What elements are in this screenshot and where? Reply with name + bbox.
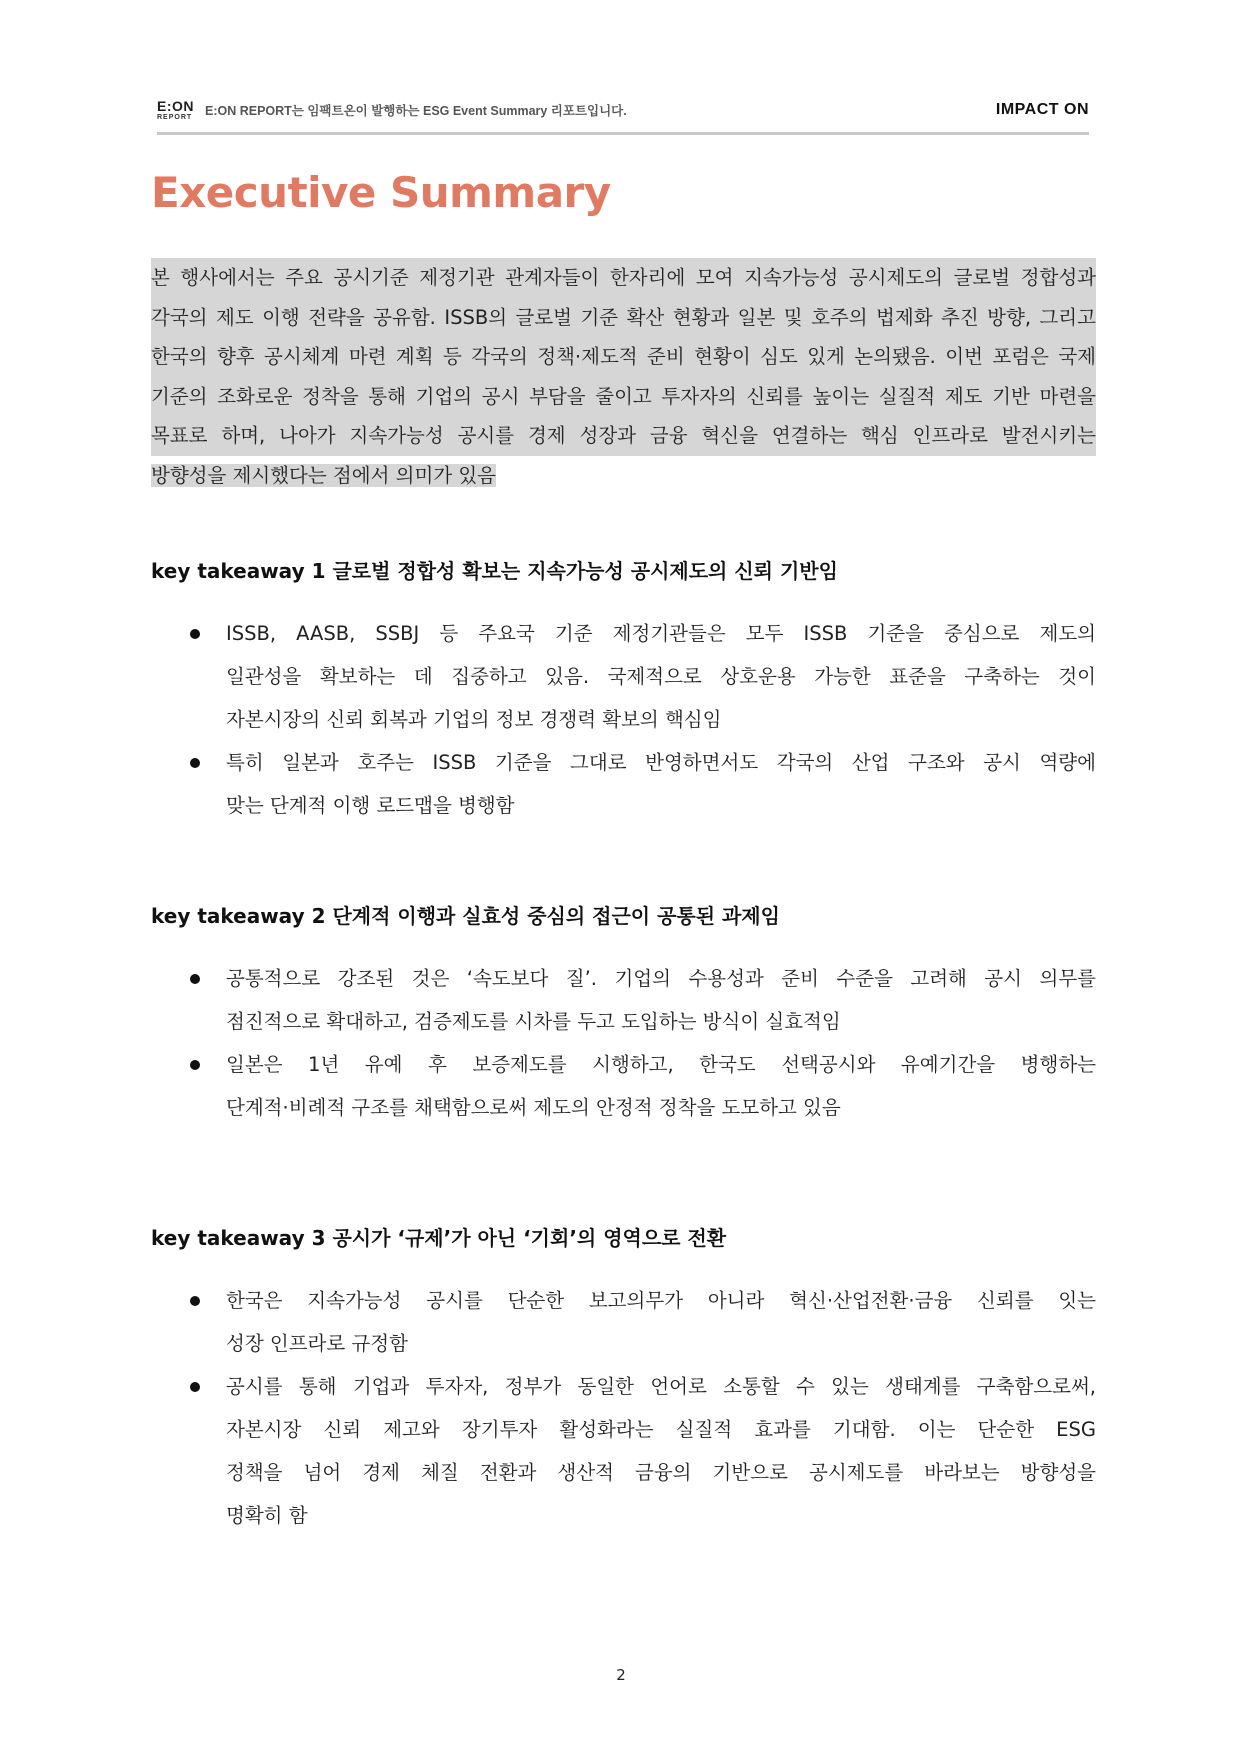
- bullet-line: 맞는 단계적 이행 로드맵을 병행함: [226, 794, 515, 817]
- bullet-line: 단계적·비례적 구조를 채택함으로써 제도의 안정적 정착을 도모하고 있음: [226, 1096, 841, 1119]
- takeaway-1-heading: key takeaway 1 글로벌 정합성 확보는 지속가능성 공시제도의 신뢰 기반임: [151, 559, 838, 583]
- bullet-line: 자본시장 신뢰 제고와 장기투자 활성화라는 실질적 효과를 기대함. 이는 단순한 ESG: [226, 1418, 1096, 1441]
- list-item: [190, 1279, 1096, 1365]
- executive-summary-paragraph: [151, 258, 1096, 495]
- bullet-line: 일관성을 확보하는 데 집중하고 있음. 국제적으로 상호운용 가능한 표준을 구축하는 것이: [226, 665, 1096, 688]
- bullet-line: 공통적으로 강조된 것은 ‘속도보다 질’. 기업의 수용성과 준비 수준을 고려해 공시 의무를: [226, 967, 1096, 990]
- impact-on-logo: IMPACT ON: [995, 101, 1089, 118]
- bullet-line: 정책을 넘어 경제 체질 전환과 생산적 금융의 기반으로 공시제도를 바라보는 방향성을: [226, 1461, 1096, 1484]
- bullet-line: 명확히 함: [226, 1504, 308, 1527]
- bullet-icon: [190, 758, 200, 768]
- bullet-line: 성장 인프라로 규정함: [226, 1332, 408, 1355]
- eon-logo-text: E:ON: [157, 98, 194, 114]
- bullet-icon: [190, 1060, 200, 1070]
- bullet-line: 한국은 지속가능성 공시를 단순한 보고의무가 아니라 혁신·산업전환·금융 신뢰를 잇는: [226, 1289, 1096, 1312]
- page-header: [157, 88, 1089, 130]
- eon-report-logo: [157, 98, 195, 126]
- bullet-line: 자본시장의 신뢰 회복과 기업의 정보 경쟁력 확보의 핵심임: [226, 708, 722, 731]
- bullet-icon: [190, 1382, 200, 1392]
- list-item: [190, 612, 1096, 741]
- takeaway-2-heading: key takeaway 2 단계적 이행과 실효성 중심의 접근이 공통된 과제임: [151, 904, 780, 928]
- summary-line-text: 방향성을 제시했다는 점에서 의미가 있음: [151, 463, 497, 487]
- takeaway-1-list: [190, 612, 1096, 827]
- summary-line-last: [151, 456, 1096, 496]
- page-number: 2: [616, 1666, 626, 1684]
- summary-line: 각국의 제도 이행 전략을 공유함. ISSB의 글로벌 기준 확산 현황과 일본 및 호주의 법제화 추진 방향, 그리고: [151, 298, 1096, 338]
- header-divider: [157, 132, 1089, 135]
- page-title: Executive Summary: [151, 168, 611, 217]
- bullet-line: 일본은 1년 유예 후 보증제도를 시행하고, 한국도 선택공시와 유예기간을 병행하는: [226, 1053, 1096, 1076]
- summary-line: 기준의 조화로운 정착을 통해 기업의 공시 부담을 줄이고 투자자의 신뢰를 높이는 실질적 제도 기반 마련을: [151, 377, 1096, 417]
- takeaway-2-list: [190, 957, 1096, 1129]
- takeaway-3-list: [190, 1279, 1096, 1537]
- summary-line: 목표로 하며, 나아가 지속가능성 공시를 경제 성장과 금융 혁신을 연결하는 핵심 인프라로 발전시키는: [151, 416, 1096, 456]
- list-item: [190, 957, 1096, 1043]
- bullet-icon: [190, 629, 200, 639]
- bullet-line: ISSB, AASB, SSBJ 등 주요국 기준 제정기관들은 모두 ISSB 기준을 중심으로 제도의: [226, 622, 1096, 645]
- bullet-icon: [190, 1296, 200, 1306]
- eon-logo-subtext: REPORT: [157, 114, 193, 121]
- bullet-line: 점진적으로 확대하고, 검증제도를 시차를 두고 도입하는 방식이 실효적임: [226, 1010, 841, 1033]
- bullet-line: 특히 일본과 호주는 ISSB 기준을 그대로 반영하면서도 각국의 산업 구조와 공시 역량에: [226, 751, 1096, 774]
- bullet-line: 공시를 통해 기업과 투자자, 정부가 동일한 언어로 소통할 수 있는 생태계를 구축함으로써,: [226, 1375, 1096, 1398]
- list-item: [190, 1365, 1096, 1537]
- takeaway-3-heading: key takeaway 3 공시가 ‘규제’가 아닌 ‘기회’의 영역으로 전환: [151, 1226, 727, 1250]
- header-tagline: E:ON REPORT는 임팩트온이 발행하는 ESG Event Summary 리포트입니다.: [205, 104, 627, 118]
- list-item: [190, 1043, 1096, 1129]
- summary-line: 본 행사에서는 주요 공시기준 제정기관 관계자들이 한자리에 모여 지속가능성 공시제도의 글로벌 정합성과: [151, 258, 1096, 298]
- bullet-icon: [190, 974, 200, 984]
- list-item: [190, 741, 1096, 827]
- summary-line: 한국의 향후 공시체계 마련 계획 등 각국의 정책·제도적 준비 현황이 심도 있게 논의됐음. 이번 포럼은 국제: [151, 337, 1096, 377]
